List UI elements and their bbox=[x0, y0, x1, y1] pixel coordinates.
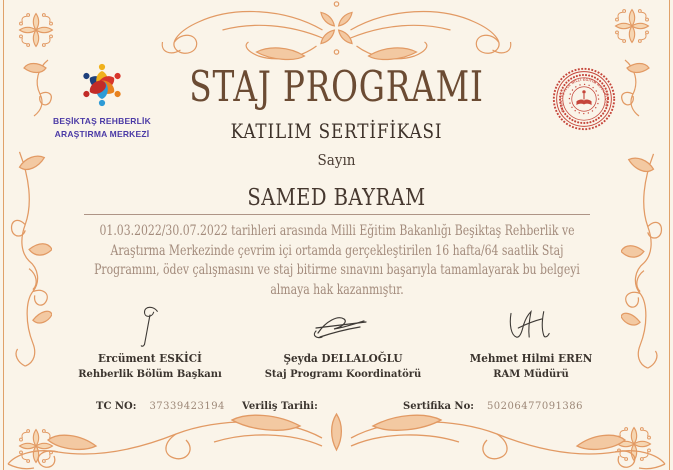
bottom-flourish-icon bbox=[0, 412, 673, 470]
certificate-subtitle: KATILIM SERTİFİKASI bbox=[230, 119, 443, 143]
footer-row bbox=[0, 401, 673, 419]
signatory-name: Ercüment ESKİCİ bbox=[98, 352, 202, 365]
corner-ornament-icon bbox=[16, 10, 56, 50]
signatory-name: Mehmet Hilmi EREN bbox=[469, 352, 593, 365]
certificate-body-text: 01.03.2022/30.07.2022 tarihleri arasında Milli Eğitim Bakanlığı Beşiktaş Rehberlik ve Araştırma Merkezinde çevrim içi ortamda gerçekleştirilen 16 hafta/64 saatlik Staj Programını, ödev çalışmasını ve staj bitirme sınavını başarıyla tamamlayarak bu belgeyi almaya hak kazanmıştır. bbox=[93, 223, 580, 298]
certificate-title: STAJ PROGRAMI bbox=[189, 62, 484, 111]
side-curl-icon bbox=[619, 58, 655, 118]
recipient-name: SAMED BAYRAM bbox=[247, 185, 426, 211]
side-vine-icon bbox=[8, 146, 52, 372]
left-border-line bbox=[3, 0, 4, 470]
signatory-role: Rehberlik Bölüm Başkanı bbox=[78, 368, 222, 380]
org-logo-line1: BEŞİKTAŞ REHBERLİK bbox=[53, 116, 151, 126]
side-vine-icon bbox=[621, 148, 665, 374]
signatory-role: RAM Müdürü bbox=[493, 368, 569, 380]
corner-ornament-icon bbox=[612, 6, 652, 46]
signatory-block bbox=[436, 306, 626, 380]
corner-ornament-icon bbox=[16, 426, 56, 466]
signature-icon bbox=[501, 308, 561, 348]
right-border-line bbox=[669, 0, 670, 470]
corner-ornament-icon bbox=[614, 424, 654, 464]
name-divider bbox=[84, 214, 590, 215]
tc-no-label: TC NO: bbox=[96, 401, 137, 412]
certificate-no-field bbox=[403, 401, 583, 412]
issue-date-field bbox=[242, 401, 331, 412]
signatory-role: Staj Programı Koordinatörü bbox=[264, 368, 422, 380]
tc-no-value: 37339423194 bbox=[149, 401, 225, 412]
certificate-no-label: Sertifika No: bbox=[403, 401, 474, 412]
tc-no-field bbox=[96, 401, 225, 412]
side-curl-icon bbox=[18, 58, 54, 118]
certificate-no-value: 50206477091386 bbox=[486, 401, 584, 412]
issue-date-label: Veriliş Tarihi: bbox=[242, 401, 318, 412]
signature-icon bbox=[120, 304, 180, 348]
signature-icon bbox=[308, 310, 378, 348]
signatory-block bbox=[55, 306, 245, 380]
org-logo-line2: ARAŞTIRMA MERKEZİ bbox=[54, 129, 150, 139]
seal-text: BEŞİKTAŞ İLÇE MİLLİ EĞİTİM MÜDÜRLÜĞÜ bbox=[559, 77, 609, 113]
signatory-block bbox=[243, 306, 443, 380]
top-flourish-icon bbox=[153, 0, 520, 64]
salutation: Sayın bbox=[317, 151, 356, 169]
signatory-name: Şeyda DELLALOĞLU bbox=[283, 352, 403, 365]
